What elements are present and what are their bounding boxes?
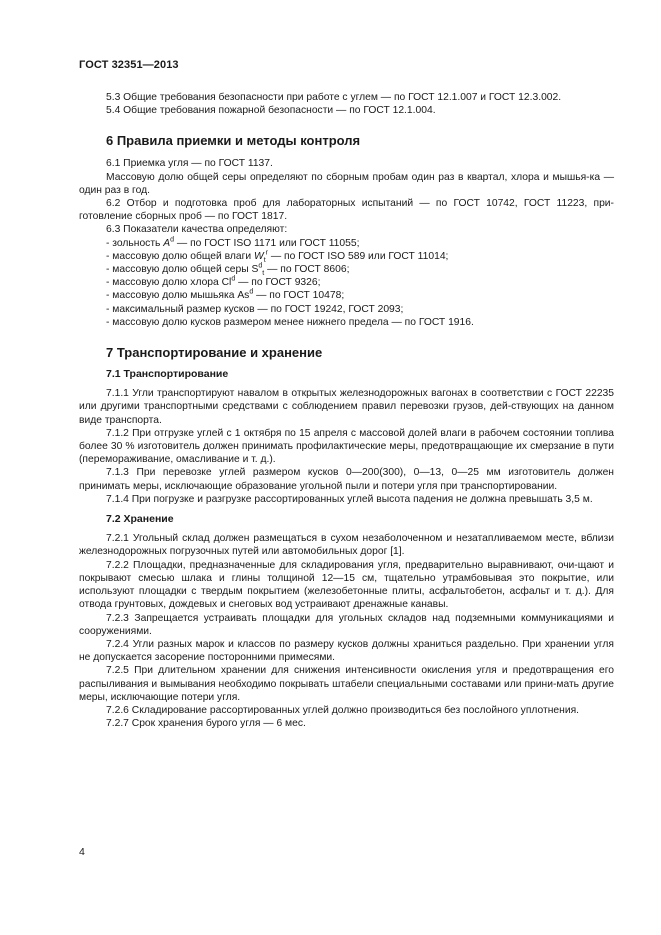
paragraph-7-2-5: 7.2.5 При длительном хранении для снижения интенсивности окисления угля и предотвращения его распыливания и вымывания необходимо покрывать штабели специальными составами или прини-мать другие меры, исключающие потери угля. bbox=[79, 665, 614, 703]
paragraph-6-1-sampling: Массовую долю общей серы определяют по сборным пробам один раз в квартал, хлора и мышья-ка — один раз в год. bbox=[79, 171, 614, 196]
paragraph-5-3: 5.3 Общие требования безопасности при работе с углем — по ГОСТ 12.1.007 и ГОСТ 12.3.002. bbox=[106, 92, 562, 103]
list-item-moisture-prefix: - массовую долю общей влаги bbox=[106, 250, 254, 262]
sulfur-symbol: S bbox=[251, 264, 259, 276]
list-item-ash bbox=[79, 237, 614, 250]
paragraph-7-1-3: 7.1.3 При перевозке углей размером кусков 0—200(300), 0—13, 0—25 мм изготовитель должен принимать меры, исключающие образование угольной пыли и потери угля при транспортировании. bbox=[79, 467, 614, 492]
paragraph-7-1-2: 7.1.2 При отгрузке углей с 1 октября по 15 апреля с массовой долей влаги в рабочем состоянии топлива более 30 % изготовитель должен принимать профилактические меры, предотвращающие их смерзание в пути (перемораживание, омасливание и т. д.). bbox=[79, 427, 614, 466]
paragraph-7-2-2: 7.2.2 Площадки, предназначенные для складирования угля, предварительно выравнивают, очи-щают и покрывают смесью шлака и глины толщиной 12—15 см, тщательно утрамбовывая это покрытие, или используют площадки с твердым покрытием (железобетонные плиты, асфальтобетон, асфальт и т. д.). Для отвода грунтовых, дождевых и снеговых вод устраивают дренажные канавы. bbox=[79, 559, 614, 611]
section-7-heading: 7 Транспортирование и хранение bbox=[106, 345, 323, 361]
paragraph-6-2: 6.2 Отбор и подготовка проб для лабораторных испытаний — по ГОСТ 10742, ГОСТ 11223, при-готовление сборных проб — по ГОСТ 1817. bbox=[79, 198, 614, 223]
list-item-max-size: - максимальный размер кусков — по ГОСТ 19242, ГОСТ 2093; bbox=[106, 303, 404, 315]
paragraph-6-3: 6.3 Показатели качества определяют: bbox=[106, 224, 288, 236]
list-item-sulfur-suffix: — по ГОСТ 8606; bbox=[264, 264, 350, 276]
arsenic-superscript: d bbox=[249, 289, 254, 297]
moisture-superscript: r bbox=[265, 249, 268, 257]
ash-symbol: A bbox=[163, 237, 171, 249]
list-item-sulfur bbox=[79, 263, 614, 276]
moisture-symbol: W bbox=[253, 250, 264, 262]
document-body bbox=[79, 91, 614, 730]
subsection-7-2-heading: 7.2 Хранение bbox=[106, 513, 174, 526]
list-item-ash-prefix: - зольность bbox=[106, 237, 164, 249]
list-item-chlorine bbox=[79, 276, 614, 289]
chlorine-symbol: Cl bbox=[221, 277, 232, 289]
paragraph-7-2-7: 7.2.7 Срок хранения бурого угля — 6 мес. bbox=[106, 718, 306, 730]
list-item-chlorine-prefix: - массовую долю хлора bbox=[106, 277, 222, 289]
moisture-subscript: t bbox=[263, 256, 266, 264]
list-item-sulfur-prefix: - массовую долю общей серы bbox=[106, 264, 252, 276]
document-code: ГОСТ 32351—2013 bbox=[79, 59, 179, 71]
paragraph-7-2-3: 7.2.3 Запрещается устраивать площадки для угольных складов над подземными коммуникациями и сооружениями. bbox=[79, 612, 614, 637]
sulfur-superscript: d bbox=[258, 262, 263, 270]
page-number: 4 bbox=[79, 846, 85, 858]
paragraph-7-2-4: 7.2.4 Угли разных марок и классов по размеру кусков должны храниться раздельно. При хранении угля не допускается засорение посторонними примесями. bbox=[79, 638, 614, 664]
list-item-arsenic-suffix: — по ГОСТ 10478; bbox=[253, 290, 345, 302]
arsenic-symbol: As bbox=[237, 290, 250, 302]
section-6-heading: 6 Правила приемки и методы контроля bbox=[106, 133, 361, 149]
list-item-moisture-suffix: — по ГОСТ ISO 589 или ГОСТ 11014; bbox=[267, 250, 449, 262]
paragraph-7-1-4: 7.1.4 При погрузке и разгрузке рассортированных углей высота падения не должна превышать 3,5 м. bbox=[106, 493, 593, 505]
list-item-ash-suffix: — по ГОСТ ISO 1171 или ГОСТ 11055; bbox=[174, 237, 360, 249]
list-item-moisture bbox=[79, 250, 614, 263]
sulfur-subscript: t bbox=[262, 270, 265, 278]
list-item-fines: - массовую долю кусков размером менее нижнего предела — по ГОСТ 1916. bbox=[106, 316, 474, 328]
subsection-7-1-heading: 7.1 Транспортирование bbox=[106, 368, 229, 381]
paragraph-7-1-1: 7.1.1 Угли транспортируют навалом в открытых железнодорожных вагонах в соответствии с ГОСТ 22235 или другими транспортными средствами с соблюдением правил перевозки грузов, дей-ствующих на данном виде транспорта. bbox=[79, 388, 614, 426]
ash-superscript: d bbox=[170, 236, 175, 244]
chlorine-superscript: d bbox=[231, 275, 236, 283]
list-item-arsenic-prefix: - массовую долю мышьяка bbox=[106, 290, 238, 302]
paragraph-7-2-6: 7.2.6 Складирование рассортированных углей должно производиться без послойного уплотнения. bbox=[106, 704, 580, 716]
paragraph-5-4: 5.4 Общие требования пожарной безопасности — по ГОСТ 12.1.004. bbox=[106, 105, 436, 117]
paragraph-6-1: 6.1 Приемка угля — по ГОСТ 1137. bbox=[106, 158, 273, 170]
list-item-chlorine-suffix: — по ГОСТ 9326; bbox=[235, 277, 321, 289]
paragraph-7-2-1: 7.2.1 Угольный склад должен размещаться в сухом незаболоченном и незатапливаемом месте, вблизи железнодорожных погрузочных путей или автомобильных дорог [1]. bbox=[79, 533, 614, 558]
list-item-arsenic bbox=[79, 289, 614, 302]
